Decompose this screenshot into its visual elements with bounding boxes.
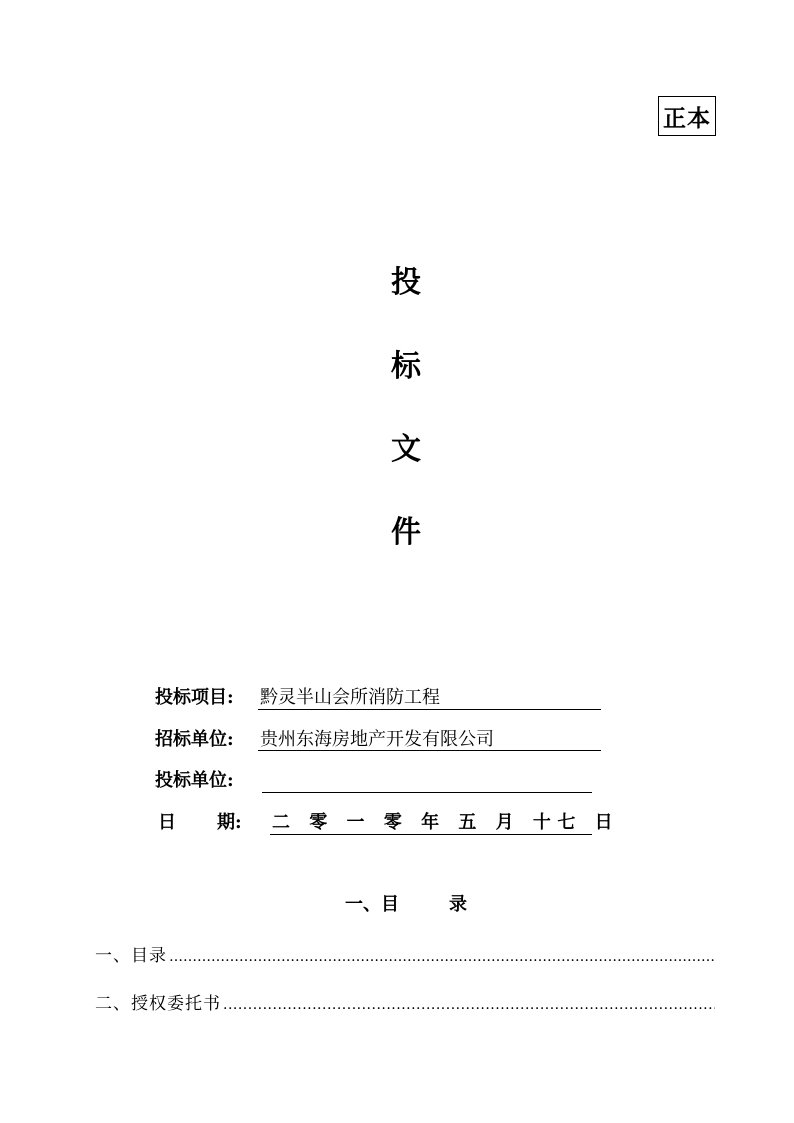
bidding-unit-underline bbox=[262, 792, 592, 793]
toc-item-authorization[interactable] bbox=[95, 992, 715, 1016]
original-copy-stamp: 正本 bbox=[658, 96, 716, 136]
toc-item-contents[interactable] bbox=[95, 944, 715, 968]
date-label-day: 日 bbox=[158, 812, 176, 833]
toc-dot-leader bbox=[223, 993, 715, 1017]
toc-heading-part-2: 录 bbox=[449, 894, 467, 915]
title-char-3: 文 bbox=[391, 432, 421, 467]
toc-heading bbox=[345, 893, 467, 917]
toc-heading-part-1: 一、目 bbox=[345, 894, 399, 915]
toc-item-label: 一、目录 bbox=[95, 946, 167, 966]
tendering-unit-label: 招标单位: bbox=[155, 729, 234, 750]
date-label-period: 期: bbox=[217, 812, 242, 833]
toc-item-label: 二、授权委托书 bbox=[95, 994, 221, 1014]
tendering-unit-value: 贵州东海房地产开发有限公司 bbox=[260, 729, 494, 750]
toc-dot-leader bbox=[169, 945, 715, 969]
date-value: 二 零 一 零 年 五 月 十七 日 bbox=[272, 812, 620, 833]
tendering-unit-underline bbox=[258, 750, 601, 751]
title-char-1: 投 bbox=[391, 265, 421, 300]
bid-project-underline bbox=[258, 709, 601, 710]
title-char-4: 件 bbox=[391, 515, 421, 550]
bidding-unit-label: 投标单位: bbox=[155, 770, 234, 791]
date-underline bbox=[270, 834, 592, 835]
bid-project-label: 投标项目: bbox=[155, 687, 234, 708]
bid-project-value: 黔灵半山会所消防工程 bbox=[260, 687, 440, 708]
title-char-2: 标 bbox=[391, 349, 421, 384]
